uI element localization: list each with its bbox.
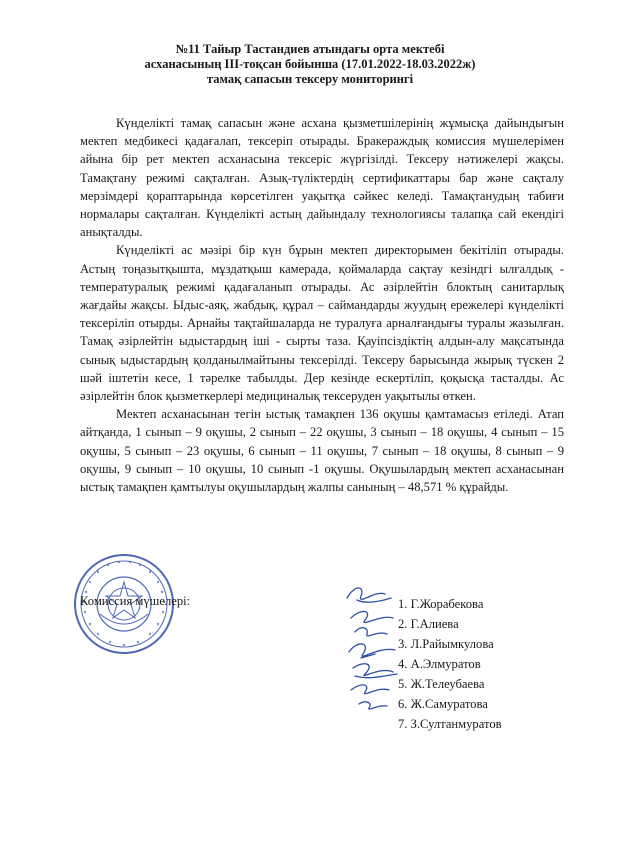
member-6: 6. Ж.Самуратова <box>398 697 488 711</box>
member-7: 7. З.Султанмуратов <box>398 717 502 731</box>
signatures-icon <box>335 580 405 720</box>
title-line-3: тамақ сапасын тексеру мониторингі <box>206 72 414 86</box>
commission-label: Комиссия мүшелері: <box>80 594 191 608</box>
member-4: 4. А.Элмуратов <box>398 657 481 671</box>
commission-members-list <box>398 594 502 734</box>
paragraph-2: Күнделікті ас мәзірі бір күн бұрын мектеп директорымен бекітіліп отырады. Астың тоңазытқышта, мұздатқыш камерада, қоймаларда сақтау кезіндгі ылғалдық - температуралық режимі қадағаланып отырады. Ас әзірлейтін блоктың санитарлық жағдайы жақсы. Ыдыс-аяқ, жабдық, құрал – саймандарды жуудың ережелері күнделікті тексеріліп отырды. Арнайы тақтайшаларда не туралуға арналғандығы туралы жазылған. Тамақ әзірлейтін ыдыстардың іші - сырты таза. Қауіпсіздіктің алдын-алу мақсатында сынық ыдыстардың қолданылмайтыны тексерілді. Тексеру барысында жырық түскен 2 шәй іштетін кесе, 1 тәрелке табылды. Дер кезінде ескертіліп, қоқысқа тасталды. Ас әзірлейтін блок қызметкерлері медициналық тексеруден уақытылы өткен. <box>80 243 564 404</box>
title-line-1: №11 Тайыр Тастандиев атындағы орта мектебі <box>175 42 445 56</box>
member-2: 2. Г.Алиева <box>398 617 459 631</box>
member-5: 5. Ж.Телеубаева <box>398 677 485 691</box>
document-body <box>80 114 564 496</box>
paragraph-1: Күнделікті тамақ сапасын және асхана қызметшілерінің жұмысқа дайындығын мектеп медбикесі қадағалап, тексеріп отырады. Бракераждық комиссия мүшелерімен айына бір рет мектеп асханасына тексеріс жүргізілді. Тексеру нәтижелері жақсы. Тамақтану режимі сақталған. Азық-түліктердің сертификаттары бар және сақталу мерзімдері қораптарында көрсетілген уақытқа сәйкес келеді. Тамақтанудың табиғи нормалары сақталған. Күнделікті астың дайындалу технологиясы талапқа сай екендігі анықталды. <box>80 116 564 240</box>
member-1: 1. Г.Жорабекова <box>398 597 484 611</box>
paragraph-3: Мектеп асханасынан тегін ыстық тамақпен 136 оқушы қамтамасыз етіледі. Атап айтқанда, 1 сынып – 9 оқушы, 2 сынып – 22 оқушы, 3 сынып – 18 оқушы, 4 сынып – 15 оқушы, 5 сынып – 23 оқушы, 6 сынып – 11 оқушы, 7 сынып – 18 оқушы, 8 сынып – 9 оқушы, 9 сынып – 10 оқушы, 10 сынып -1 оқушы. Оқушылардың мектеп асханасынан ыстық тамақпен қамтылуы оқушылардың жалпы санының – 48,571 % құрайды. <box>80 407 564 495</box>
document-title <box>60 42 560 87</box>
member-3: 3. Л.Райымкулова <box>398 637 494 651</box>
title-line-2: асханасының III-тоқсан бойынша (17.01.2022-18.03.2022ж) <box>144 57 476 71</box>
